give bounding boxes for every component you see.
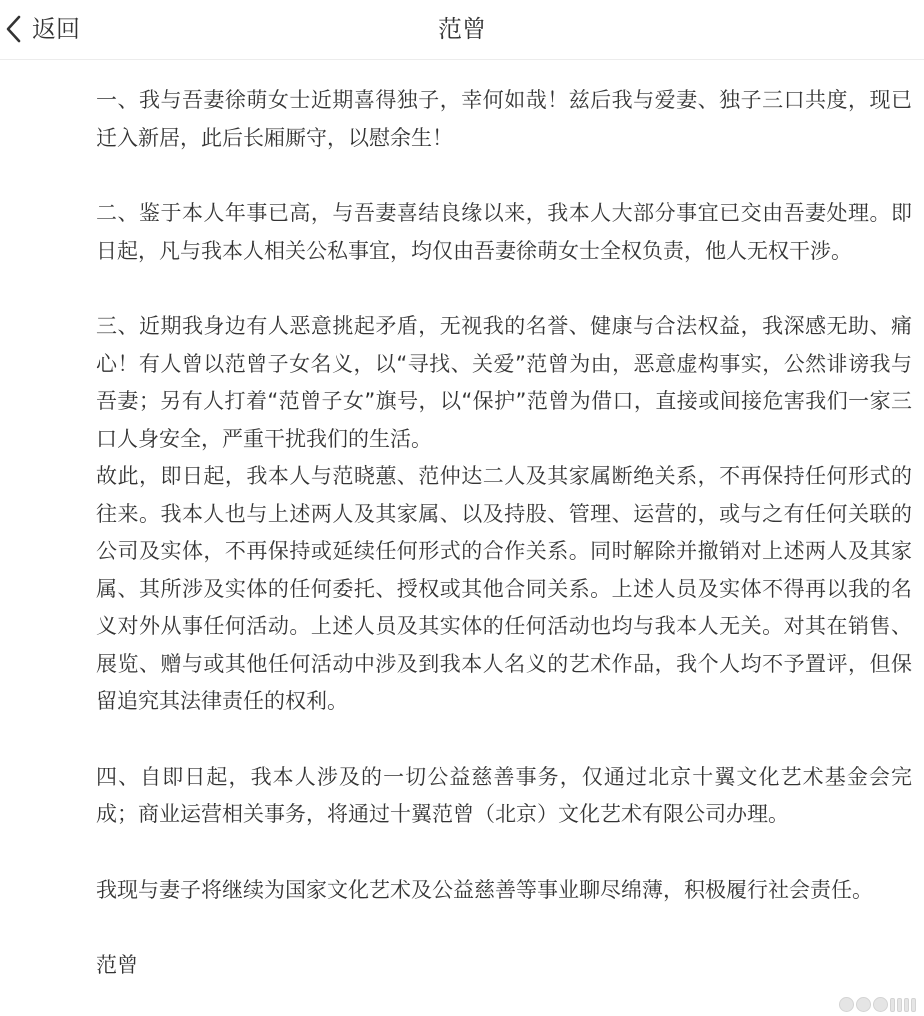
back-label: 返回 bbox=[32, 15, 80, 43]
statement-article bbox=[96, 82, 912, 985]
weibo-watermark-icon bbox=[839, 997, 916, 1012]
paragraph-4: 故此，即日起，我本人与范晓蕙、范仲达二人及其家属断绝关系，不再保持任何形式的往来。我本人也与上述两人及其家属、以及持股、管理、运营的，或与之有任何关联的公司及实体，不再保持或延续任何形式的合作关系。同时解除并撤销对上述两人及其家属、其所涉及实体的任何委托、授权或其他合同关系。上述人员及实体不得再以我的名义对外从事任何活动。上述人员及其实体的任何活动也均与我本人无关。对其在销售、展览、赠与或其他任何活动中涉及到我本人名义的艺术作品，我个人均不予置评，但保留追究其法律责任的权利。 bbox=[96, 464, 912, 713]
paragraph-5: 四、自即日起，我本人涉及的一切公益慈善事务，仅通过北京十翼文化艺术基金会完成；商业运营相关事务，将通过十翼范曾（北京）文化艺术有限公司办理。 bbox=[96, 764, 912, 826]
paragraph-3: 三、近期我身边有人恶意挑起矛盾，无视我的名誉、健康与合法权益，我深感无助、痛心！有人曾以范曾子女名义，以“寻找、关爱”范曾为由，恶意虚构事实，公然诽谤我与吾妻；另有人打着“范曾子女”旗号，以“保护”范曾为借口，直接或间接危害我们一家三口人身安全，严重干扰我们的生活。 bbox=[96, 314, 912, 451]
navigation-bar bbox=[0, 0, 924, 60]
signature: 范曾 bbox=[96, 953, 138, 977]
paragraph-6: 我现与妻子将继续为国家文化艺术及公益慈善等事业聊尽绵薄，积极履行社会责任。 bbox=[96, 877, 873, 902]
paragraph-1: 一、我与吾妻徐萌女士近期喜得独子，幸何如哉！兹后我与爱妻、独子三口共度，现已迁入新居，此后长厢厮守，以慰余生！ bbox=[96, 88, 912, 150]
page-title: 范曾 bbox=[438, 15, 486, 43]
paragraph-2: 二、鉴于本人年事已高，与吾妻喜结良缘以来，我本人大部分事宜已交由吾妻处理。即日起，凡与我本人相关公私事宜，均仅由吾妻徐萌女士全权负责，他人无权干涉。 bbox=[96, 201, 912, 263]
